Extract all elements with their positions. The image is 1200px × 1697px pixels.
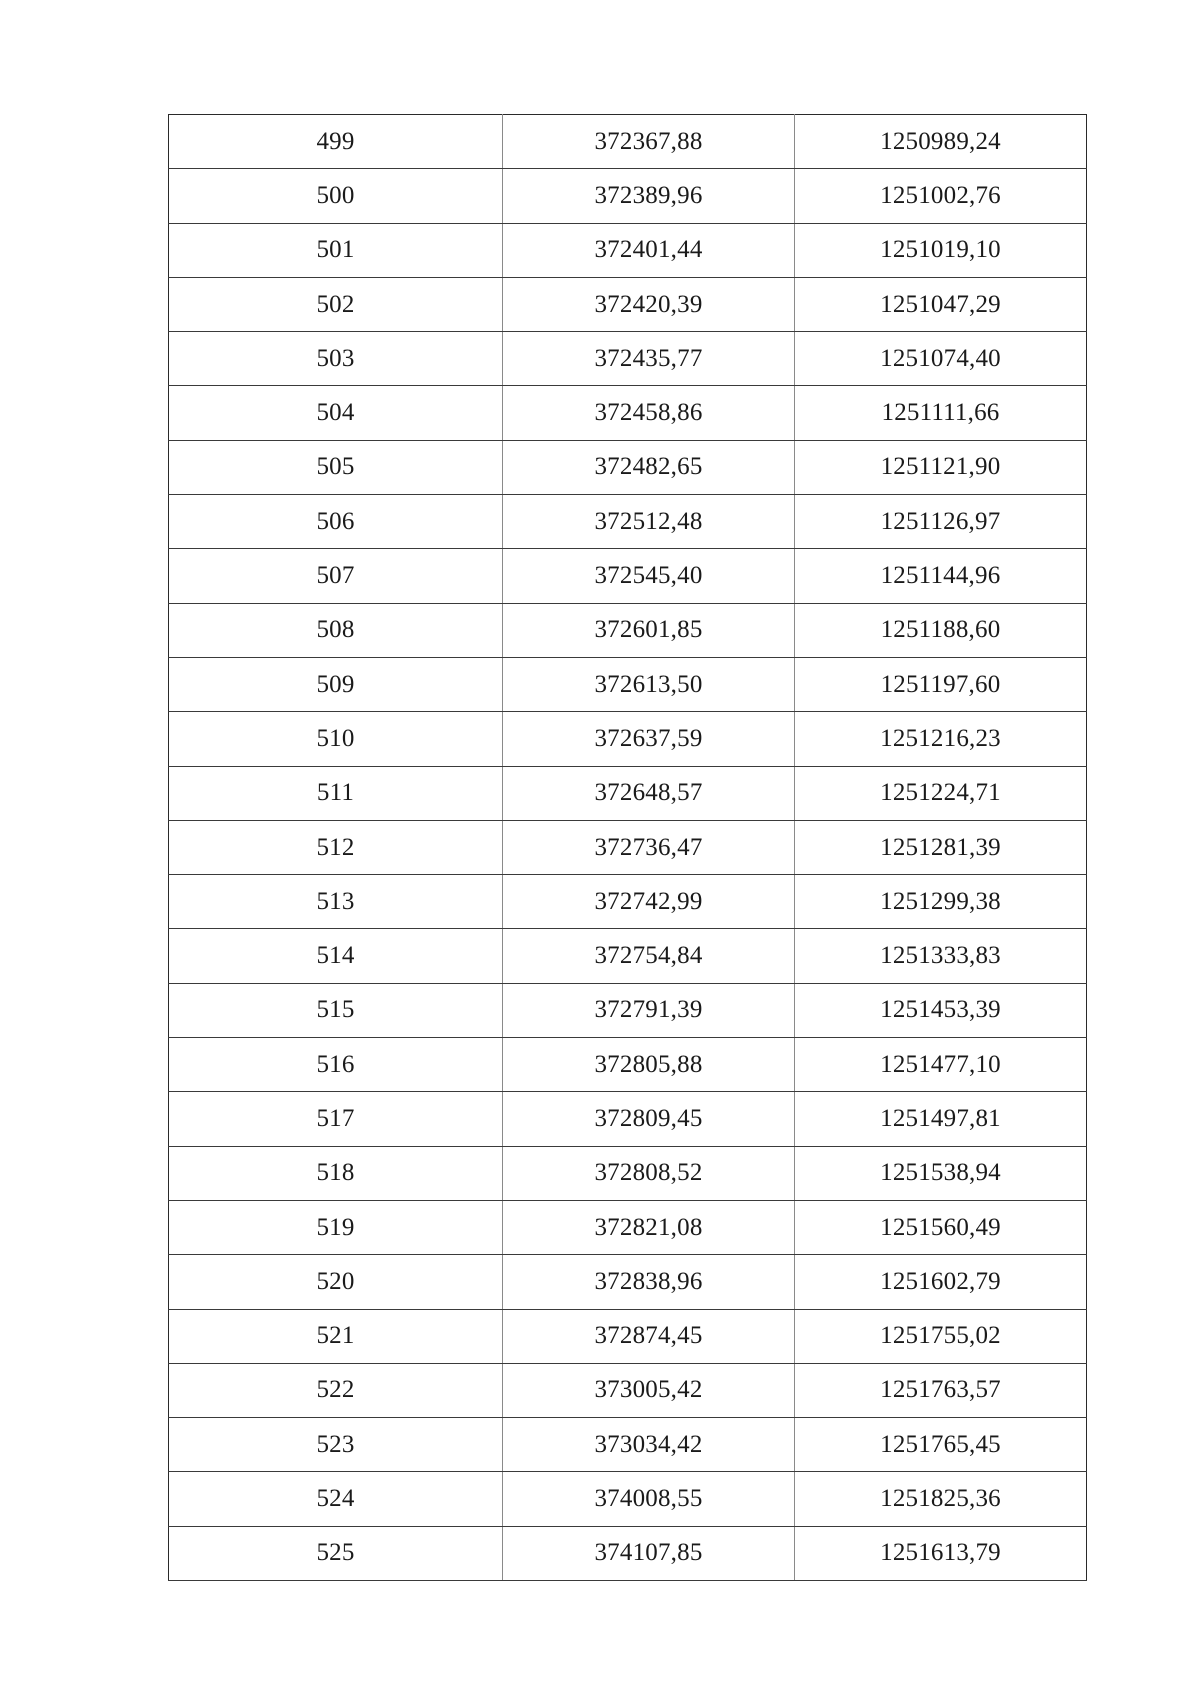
x-coordinate-cell: 372791,39 xyxy=(503,983,795,1037)
y-coordinate-cell: 1251299,38 xyxy=(795,875,1087,929)
x-coordinate-cell: 372821,08 xyxy=(503,1200,795,1254)
x-coordinate-cell: 372545,40 xyxy=(503,549,795,603)
point-number-cell: 509 xyxy=(169,657,503,711)
y-coordinate-cell: 1251453,39 xyxy=(795,983,1087,1037)
point-number-cell: 522 xyxy=(169,1363,503,1417)
table-row xyxy=(169,1038,1087,1092)
point-number-cell: 507 xyxy=(169,549,503,603)
x-coordinate-cell: 372458,86 xyxy=(503,386,795,440)
point-number-cell: 523 xyxy=(169,1418,503,1472)
x-coordinate-cell: 372420,39 xyxy=(503,277,795,331)
x-coordinate-cell: 372637,59 xyxy=(503,712,795,766)
point-number-cell: 512 xyxy=(169,820,503,874)
table-row xyxy=(169,495,1087,549)
x-coordinate-cell: 372809,45 xyxy=(503,1092,795,1146)
y-coordinate-cell: 1251216,23 xyxy=(795,712,1087,766)
x-coordinate-cell: 373005,42 xyxy=(503,1363,795,1417)
point-number-cell: 499 xyxy=(169,115,503,169)
y-coordinate-cell: 1251755,02 xyxy=(795,1309,1087,1363)
table-row xyxy=(169,875,1087,929)
y-coordinate-cell: 1251560,49 xyxy=(795,1200,1087,1254)
point-number-cell: 521 xyxy=(169,1309,503,1363)
x-coordinate-cell: 372838,96 xyxy=(503,1255,795,1309)
table-row xyxy=(169,1146,1087,1200)
y-coordinate-cell: 1251111,66 xyxy=(795,386,1087,440)
table-row xyxy=(169,1472,1087,1526)
y-coordinate-cell: 1251281,39 xyxy=(795,820,1087,874)
table-row xyxy=(169,223,1087,277)
table-row xyxy=(169,983,1087,1037)
table-row xyxy=(169,657,1087,711)
table-row xyxy=(169,1309,1087,1363)
table-row xyxy=(169,549,1087,603)
coordinates-table-body xyxy=(169,115,1087,1581)
point-number-cell: 501 xyxy=(169,223,503,277)
table-row xyxy=(169,332,1087,386)
y-coordinate-cell: 1251763,57 xyxy=(795,1363,1087,1417)
table-row xyxy=(169,1255,1087,1309)
x-coordinate-cell: 372389,96 xyxy=(503,169,795,223)
point-number-cell: 502 xyxy=(169,277,503,331)
table-row xyxy=(169,115,1087,169)
point-number-cell: 500 xyxy=(169,169,503,223)
point-number-cell: 519 xyxy=(169,1200,503,1254)
table-row xyxy=(169,766,1087,820)
y-coordinate-cell: 1251002,76 xyxy=(795,169,1087,223)
x-coordinate-cell: 372874,45 xyxy=(503,1309,795,1363)
table-row xyxy=(169,1418,1087,1472)
y-coordinate-cell: 1251825,36 xyxy=(795,1472,1087,1526)
point-number-cell: 525 xyxy=(169,1526,503,1580)
x-coordinate-cell: 372367,88 xyxy=(503,115,795,169)
table-row xyxy=(169,603,1087,657)
x-coordinate-cell: 372648,57 xyxy=(503,766,795,820)
x-coordinate-cell: 372435,77 xyxy=(503,332,795,386)
x-coordinate-cell: 372613,50 xyxy=(503,657,795,711)
y-coordinate-cell: 1251144,96 xyxy=(795,549,1087,603)
y-coordinate-cell: 1251121,90 xyxy=(795,440,1087,494)
y-coordinate-cell: 1251497,81 xyxy=(795,1092,1087,1146)
point-number-cell: 505 xyxy=(169,440,503,494)
point-number-cell: 510 xyxy=(169,712,503,766)
x-coordinate-cell: 372512,48 xyxy=(503,495,795,549)
y-coordinate-cell: 1251602,79 xyxy=(795,1255,1087,1309)
table-row xyxy=(169,1200,1087,1254)
point-number-cell: 504 xyxy=(169,386,503,440)
table-row xyxy=(169,169,1087,223)
point-number-cell: 514 xyxy=(169,929,503,983)
y-coordinate-cell: 1251047,29 xyxy=(795,277,1087,331)
x-coordinate-cell: 372401,44 xyxy=(503,223,795,277)
x-coordinate-cell: 374107,85 xyxy=(503,1526,795,1580)
point-number-cell: 506 xyxy=(169,495,503,549)
y-coordinate-cell: 1251126,97 xyxy=(795,495,1087,549)
y-coordinate-cell: 1251765,45 xyxy=(795,1418,1087,1472)
x-coordinate-cell: 373034,42 xyxy=(503,1418,795,1472)
table-row xyxy=(169,820,1087,874)
point-number-cell: 516 xyxy=(169,1038,503,1092)
x-coordinate-cell: 372754,84 xyxy=(503,929,795,983)
point-number-cell: 524 xyxy=(169,1472,503,1526)
table-row xyxy=(169,1526,1087,1580)
y-coordinate-cell: 1250989,24 xyxy=(795,115,1087,169)
table-row xyxy=(169,440,1087,494)
table-row xyxy=(169,929,1087,983)
table-row xyxy=(169,1092,1087,1146)
point-number-cell: 511 xyxy=(169,766,503,820)
x-coordinate-cell: 372736,47 xyxy=(503,820,795,874)
y-coordinate-cell: 1251538,94 xyxy=(795,1146,1087,1200)
y-coordinate-cell: 1251197,60 xyxy=(795,657,1087,711)
table-row xyxy=(169,712,1087,766)
table-row xyxy=(169,277,1087,331)
y-coordinate-cell: 1251333,83 xyxy=(795,929,1087,983)
y-coordinate-cell: 1251188,60 xyxy=(795,603,1087,657)
x-coordinate-cell: 372805,88 xyxy=(503,1038,795,1092)
x-coordinate-cell: 372601,85 xyxy=(503,603,795,657)
y-coordinate-cell: 1251019,10 xyxy=(795,223,1087,277)
point-number-cell: 518 xyxy=(169,1146,503,1200)
x-coordinate-cell: 372742,99 xyxy=(503,875,795,929)
point-number-cell: 517 xyxy=(169,1092,503,1146)
y-coordinate-cell: 1251613,79 xyxy=(795,1526,1087,1580)
point-number-cell: 520 xyxy=(169,1255,503,1309)
point-number-cell: 515 xyxy=(169,983,503,1037)
table-row xyxy=(169,1363,1087,1417)
x-coordinate-cell: 372808,52 xyxy=(503,1146,795,1200)
point-number-cell: 508 xyxy=(169,603,503,657)
y-coordinate-cell: 1251074,40 xyxy=(795,332,1087,386)
point-number-cell: 513 xyxy=(169,875,503,929)
coordinates-table xyxy=(168,114,1087,1581)
x-coordinate-cell: 374008,55 xyxy=(503,1472,795,1526)
x-coordinate-cell: 372482,65 xyxy=(503,440,795,494)
table-row xyxy=(169,386,1087,440)
y-coordinate-cell: 1251224,71 xyxy=(795,766,1087,820)
point-number-cell: 503 xyxy=(169,332,503,386)
y-coordinate-cell: 1251477,10 xyxy=(795,1038,1087,1092)
